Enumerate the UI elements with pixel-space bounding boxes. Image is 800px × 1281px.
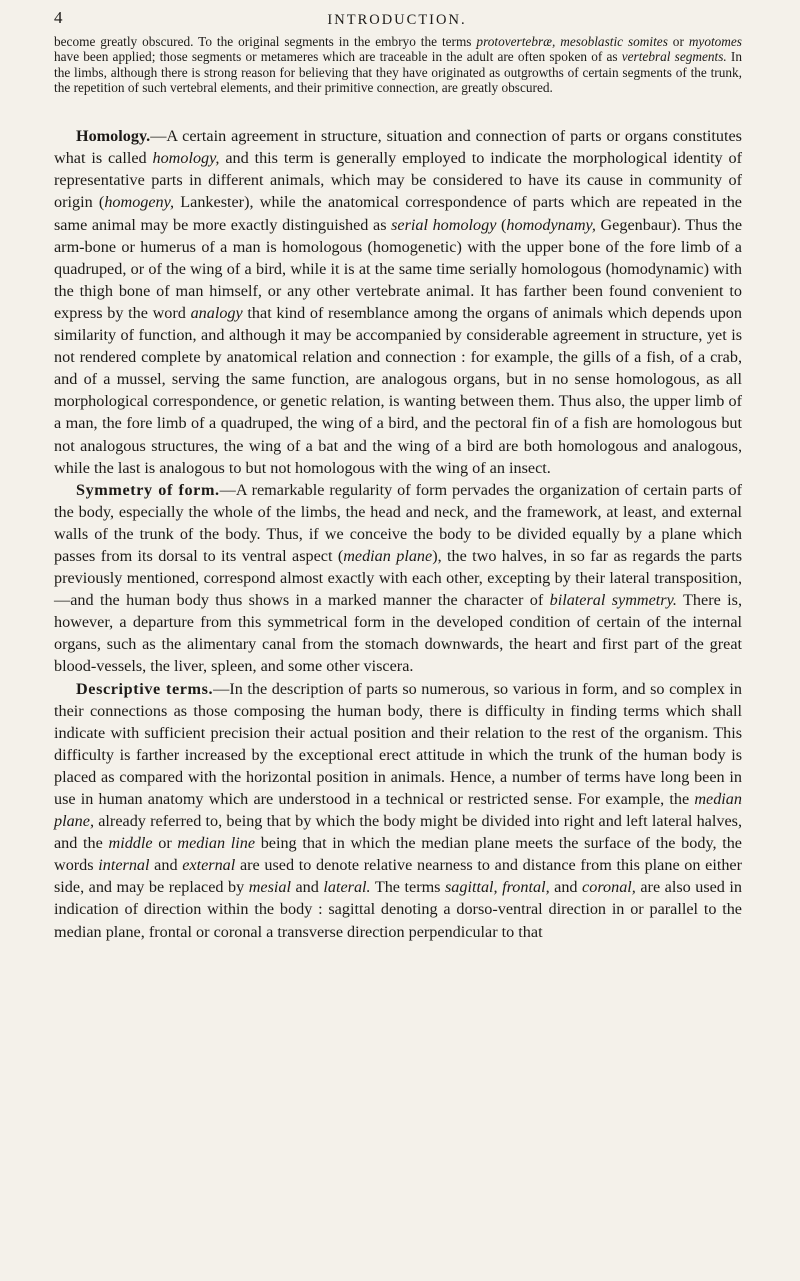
descriptive-terms-heading: Descriptive terms. bbox=[76, 679, 214, 698]
descriptive-terms-paragraph: Descriptive terms.—In the description of parts so numerous, so various in form, and so complex in their connections as those composing the human body, there is difficulty in finding terms which shall indicate with sufficient precision their actual position and their relation to the rest of the organism. This difficulty is farther increased by the exceptional erect attitude in which the trunk of the human body is placed as compared with the horizontal position in animals. Hence, a number of terms have long been in use in human anatomy which are understood in a technical or restricted sense. For example, the median plane, already referred to, being that by which the body might be divided into right and left lateral halves, and the middle or median line being that in which the median plane meets the surface of the body, the words internal and external are used to denote relative nearness to and distance from this plane on either side, and may be replaced by mesial and lateral. The terms sagittal, frontal, and coronal, are also used in indication of direction within the body : sagittal denoting a dorso-ventral direction in or parallel to the median plane, frontal or coronal a transverse direction perpendicular to that bbox=[54, 679, 743, 941]
page-header bbox=[54, 8, 740, 32]
page-body bbox=[54, 34, 742, 943]
homology-heading: Homology. bbox=[76, 127, 151, 146]
symmetry-heading: Symmetry of form. bbox=[76, 480, 220, 499]
running-title: INTRODUCTION. bbox=[327, 12, 467, 28]
homology-paragraph: Homology.—A certain agreement in structure, situation and connection of parts or organs constitutes what is called homology, and this term is generally employed to indicate the morphological identity of representative parts in different animals, which may be considered to have its cause in community of origin (homogeny, Lankester), while the anatomical correspondence of parts which are repeated in the same animal may be more exactly distinguished as serial homology (homodynamy, Gegenbaur). Thus the arm-bone or humerus of a man is homologous (homogenetic) with the upper bone of the fore limb of a quadruped, or of the wing of a bird, while it is at the same time serially homologous (homodynamic) with the thigh bone of man himself, or any other vertebrate animal. It has farther been found convenient to express by the word analogy that kind of resemblance among the organs of animals which depends upon similarity of function, and although it may be accompanied by considerable agreement in structure, yet is not rendered complete by anatomical relation and connection : for example, the gills of a fish, of a crab, and of a mussel, serving the same function, are analogous organs, but in no sense homologous, as all morphological correspondence, or genetic relation, is wanting between them. Thus also, the upper limb of a man, the fore limb of a quadruped, the wing of a bird, and the pectoral fin of a fish are homologous but not analogous structures, the wing of a bat and the wing of a bird are both homologous and analogous, while the last is analogous to but not homologous with the wing of an insect. bbox=[54, 127, 743, 477]
symmetry-paragraph: Symmetry of form.—A remarkable regularity of form pervades the organization of certain parts of the body, especially the whole of the limbs, the head and neck, and the framework, at least, and external walls of the trunk of the body. Thus, if we conceive the body to be divided equally by a plane which passes from its dorsal to its ventral aspect (median plane), the two halves, in so far as regards the parts previously mentioned, correspond almost exactly with each other, excepting by their lateral transposition,—and the human body thus shows in a marked manner the character of bilateral symmetry. There is, however, a departure from this symmetrical form in the developed condition of certain of the internal organs, such as the alimentary canal from the stomach downwards, the heart and first part of the great blood-vessels, the liver, spleen, and some other viscera. bbox=[54, 480, 742, 676]
note-paragraph: become greatly obscured. To the original segments in the embryo the terms protovertebræ, mesoblastic somites or myotomes have been applied; those segments or metameres which are traceable in the adult are often spoken of as vertebral segments. In the limbs, although there is strong reason for believing that they have originated as outgrowths of certain segments of the trunk, the repetition of such vertebral elements, and their primitive connection, are greatly obscured. bbox=[54, 34, 743, 95]
page-number: 4 bbox=[54, 8, 63, 27]
